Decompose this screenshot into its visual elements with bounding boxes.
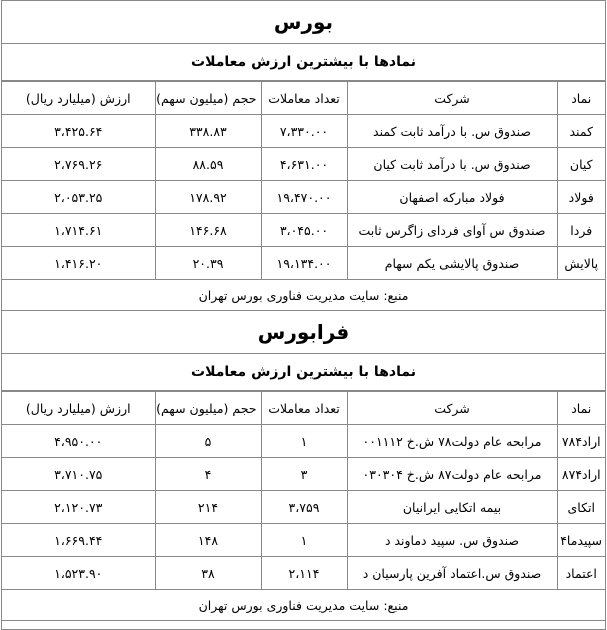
cell-symbol: فولاد bbox=[557, 181, 605, 214]
table-bourse bbox=[2, 81, 605, 280]
cell-volume: ۵ bbox=[155, 425, 261, 458]
cell-value: ۳،۷۱۰.۷۵ bbox=[2, 458, 155, 491]
cell-company: بیمه اتکایی ایرانیان bbox=[347, 491, 557, 524]
cell-symbol: کمند bbox=[557, 115, 605, 148]
cell-symbol: فردا bbox=[557, 214, 605, 247]
cell-company: صندوق س.اعتماد آفرین پارسیان د bbox=[347, 557, 557, 590]
section-title-farabourse: فرابورس bbox=[2, 311, 605, 354]
table-row bbox=[2, 524, 605, 557]
cell-value: ۳،۴۲۵.۶۴ bbox=[2, 115, 155, 148]
cell-value: ۲،۱۲۰.۷۳ bbox=[2, 491, 155, 524]
header-symbol: نماد bbox=[557, 392, 605, 425]
header-company: شرکت bbox=[347, 82, 557, 115]
cell-symbol: اراد۸۷۴ bbox=[557, 458, 605, 491]
cell-volume: ۴ bbox=[155, 458, 261, 491]
cell-company: صندوق س. سپید دماوند د bbox=[347, 524, 557, 557]
cell-volume: ۳۸ bbox=[155, 557, 261, 590]
cell-company: مرابحه عام دولت۷۸ ش.خ ۰۰۱۱۱۲ bbox=[347, 425, 557, 458]
cell-company: صندوق س. با درآمد ثابت کمند bbox=[347, 115, 557, 148]
cell-symbol: کیان bbox=[557, 148, 605, 181]
header-value: ارزش (میلیارد ریال) bbox=[2, 82, 155, 115]
cell-volume: ۱۴۶.۶۸ bbox=[155, 214, 261, 247]
cell-company: صندوق س. با درآمد ثابت کیان bbox=[347, 148, 557, 181]
table-header-row bbox=[2, 392, 605, 425]
cell-symbol: اعتماد bbox=[557, 557, 605, 590]
cell-trades: ۱ bbox=[261, 524, 347, 557]
cell-volume: ۱۷۸.۹۲ bbox=[155, 181, 261, 214]
cell-volume: ۳۳۸.۸۳ bbox=[155, 115, 261, 148]
cell-value: ۴،۹۵۰.۰۰ bbox=[2, 425, 155, 458]
document-page bbox=[1, 0, 606, 630]
cell-trades: ۱ bbox=[261, 425, 347, 458]
table-row bbox=[2, 214, 605, 247]
cell-company: مرابحه عام دولت۸۷ ش.خ ۰۳۰۳۰۴ bbox=[347, 458, 557, 491]
cell-trades: ۲،۱۱۴ bbox=[261, 557, 347, 590]
cell-value: ۱،۷۱۴.۶۱ bbox=[2, 214, 155, 247]
table-row bbox=[2, 181, 605, 214]
cell-value: ۱،۵۲۳.۹۰ bbox=[2, 557, 155, 590]
cell-volume: ۲۰.۳۹ bbox=[155, 247, 261, 280]
cell-value: ۱،۴۱۶.۲۰ bbox=[2, 247, 155, 280]
section-subtitle-farabourse: نمادها با بیشترین ارزش معاملات bbox=[2, 354, 605, 391]
cell-trades: ۷،۳۳۰.۰۰ bbox=[261, 115, 347, 148]
cell-volume: ۱۴۸ bbox=[155, 524, 261, 557]
table-farabourse bbox=[2, 391, 605, 590]
header-trades: تعداد معاملات bbox=[261, 392, 347, 425]
cell-symbol: پالایش bbox=[557, 247, 605, 280]
table-row bbox=[2, 491, 605, 524]
cell-company: صندوق پالایشی یکم سهام bbox=[347, 247, 557, 280]
source-note-bourse: منبع: سایت مدیریت فناوری بورس تهران bbox=[2, 280, 605, 311]
table-row bbox=[2, 247, 605, 280]
header-value: ارزش (میلیارد ریال) bbox=[2, 392, 155, 425]
cell-symbol: سپیدما۴ bbox=[557, 524, 605, 557]
source-note-farabourse: منبع: سایت مدیریت فناوری بورس تهران bbox=[2, 590, 605, 621]
cell-company: صندوق س آوای فردای زاگرس ثابت bbox=[347, 214, 557, 247]
cell-value: ۲،۷۶۹.۲۶ bbox=[2, 148, 155, 181]
table-row bbox=[2, 148, 605, 181]
cell-trades: ۳،۷۵۹ bbox=[261, 491, 347, 524]
table-row bbox=[2, 458, 605, 491]
cell-volume: ۸۸.۵۹ bbox=[155, 148, 261, 181]
cell-volume: ۲۱۴ bbox=[155, 491, 261, 524]
table-row bbox=[2, 557, 605, 590]
cell-trades: ۱۹،۱۳۴.۰۰ bbox=[261, 247, 347, 280]
section-title-bourse: بورس bbox=[2, 1, 605, 44]
cell-company: فولاد مبارکه اصفهان bbox=[347, 181, 557, 214]
cell-symbol: اراد۷۸۴ bbox=[557, 425, 605, 458]
cell-trades: ۴،۶۳۱.۰۰ bbox=[261, 148, 347, 181]
cell-value: ۲،۰۵۳.۲۵ bbox=[2, 181, 155, 214]
header-company: شرکت bbox=[347, 392, 557, 425]
header-trades: تعداد معاملات bbox=[261, 82, 347, 115]
cell-value: ۱،۶۶۹.۴۴ bbox=[2, 524, 155, 557]
header-symbol: نماد bbox=[557, 82, 605, 115]
cell-trades: ۱۹،۴۷۰.۰۰ bbox=[261, 181, 347, 214]
header-volume: حجم (میلیون سهم) bbox=[155, 82, 261, 115]
section-subtitle-bourse: نمادها با بیشترین ارزش معاملات bbox=[2, 44, 605, 81]
table-row bbox=[2, 115, 605, 148]
header-volume: حجم (میلیون سهم) bbox=[155, 392, 261, 425]
cell-trades: ۳ bbox=[261, 458, 347, 491]
table-header-row bbox=[2, 82, 605, 115]
table-row bbox=[2, 425, 605, 458]
cell-trades: ۳،۰۴۵.۰۰ bbox=[261, 214, 347, 247]
cell-symbol: اتکای bbox=[557, 491, 605, 524]
